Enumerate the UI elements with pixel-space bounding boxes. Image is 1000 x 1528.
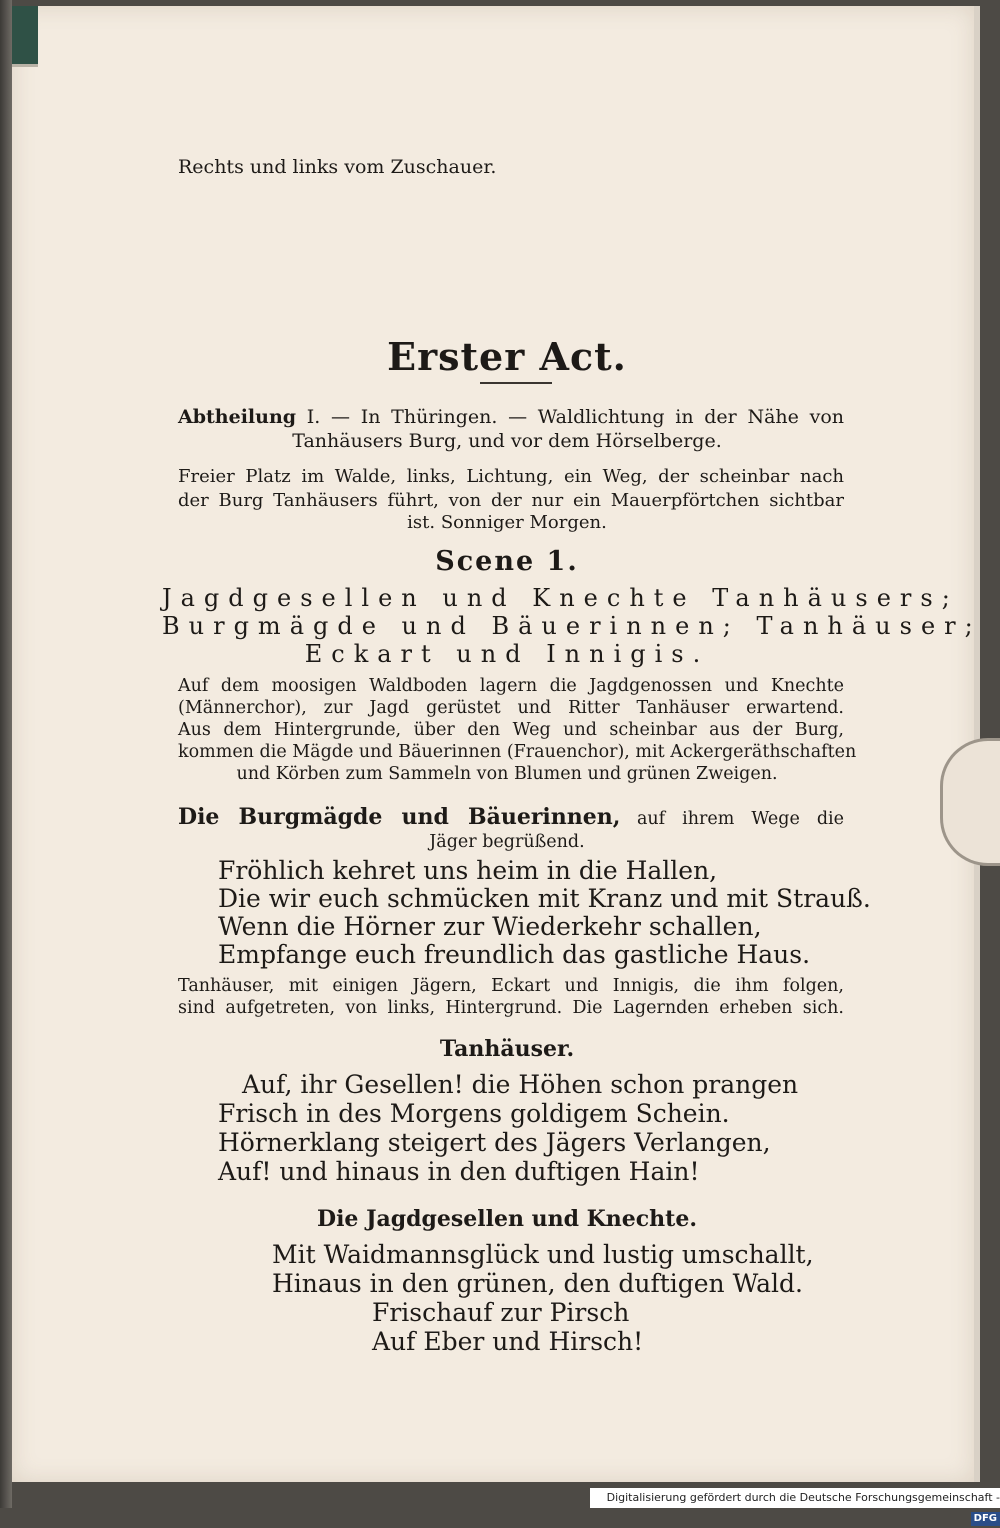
verse-1-line-1: Fröhlich kehret uns heim in die Hallen, [218, 856, 718, 885]
dfg-logo: DFG [971, 1512, 1000, 1526]
verse-1-line-3: Wenn die Hörner zur Wiederkehr schallen, [218, 912, 762, 941]
persons-line-1: Jagdgesellen und Knechte Tanhäusers; [162, 584, 959, 612]
abtheilung-text: I. — In Thüringen. — Waldlichtung in der Nähe von [306, 406, 844, 428]
speaker-2-name: Tanhäuser. [439, 1036, 575, 1062]
digitization-footer [590, 1488, 1000, 1524]
verse-1-line-4: Empfange euch freundlich das gastliche Haus. [218, 940, 811, 969]
persons-line-2: Burgmägde und Bäuerinnen; Tanhäuser; [162, 612, 982, 640]
persons-line-3: Eckart und Innigis. [304, 640, 710, 668]
verse-2-line-4: Auf! und hinaus in den duftigen Hain! [218, 1157, 700, 1186]
book-page [12, 6, 980, 1482]
abtheilung-line-2: Tanhäusers Burg, und vor dem Hörselberge. [292, 430, 722, 452]
thumb-index-tab [940, 738, 1000, 866]
verse-1-line-2: Die wir euch schmücken mit Kranz und mit Strauß. [218, 884, 871, 913]
title-divider [480, 382, 552, 384]
direction-line-5: und Körben zum Sammeln von Blumen und grünen Zweigen. [236, 764, 778, 784]
verse-2-line-2: Frisch in des Morgens goldigem Schein. [218, 1099, 730, 1128]
direction-2-line-2: sind aufgetreten, von links, Hintergrund. Die Lagernden erheben sich. [178, 998, 844, 1018]
speaker-1-name: Die Burgmägde und Bäuerinnen, [178, 804, 621, 830]
book-spine [0, 0, 12, 1508]
side-note: Rechts und links vom Zuschauer. [178, 156, 497, 178]
verse-2-line-1: Auf, ihr Gesellen! die Höhen schon prangen [242, 1070, 799, 1099]
setting-line-2: der Burg Tanhäusers führt, von der nur ein Mauerpförtchen sichtbar [178, 490, 844, 511]
direction-line-3: Aus dem Hintergrunde, über den Weg und scheinbar aus der Burg, [178, 720, 844, 740]
verse-3-line-2: Hinaus in den grünen, den duftigen Wald. [272, 1269, 803, 1298]
direction-2-line-1: Tanhäuser, mit einigen Jägern, Eckart und Innigis, die ihm folgen, [178, 976, 844, 996]
abtheilung-line-1 [178, 406, 844, 428]
verse-3-line-3: Frischauf zur Pirsch [372, 1298, 630, 1327]
verse-3-line-1: Mit Waidmannsglück und lustig umschallt, [272, 1240, 814, 1269]
footer-text: Digitalisierung gefördert durch die Deutsche Forschungsgemeinschaft - [606, 1491, 1000, 1504]
act-title: Erster Act. [387, 334, 627, 379]
speaker-1-note-2: Jäger begrüßend. [429, 832, 585, 852]
setting-line-3: ist. Sonniger Morgen. [407, 512, 607, 533]
direction-line-2: (Männerchor), zur Jagd gerüstet und Ritter Tanhäuser erwartend. [178, 698, 844, 718]
page-content [12, 6, 982, 1482]
scene-title: Scene 1. [435, 546, 579, 577]
verse-2-line-3: Hörnerklang steigert des Jägers Verlangen, [218, 1128, 771, 1157]
direction-line-1: Auf dem moosigen Waldboden lagern die Jagdgenossen und Knechte [178, 676, 844, 696]
setting-line-1: Freier Platz im Walde, links, Lichtung, ein Weg, der scheinbar nach [178, 466, 844, 487]
abtheilung-label: Abtheilung [178, 406, 297, 428]
direction-line-4: kommen die Mägde und Bäuerinnen (Frauenchor), mit Ackergeräthschaften [178, 742, 857, 762]
speaker-3-name: Die Jagdgesellen und Knechte. [316, 1206, 697, 1232]
speaker-1-line [178, 804, 844, 830]
verse-3-line-4: Auf Eber und Hirsch! [372, 1327, 644, 1356]
speaker-1-note: auf ihrem Wege die [636, 809, 844, 829]
